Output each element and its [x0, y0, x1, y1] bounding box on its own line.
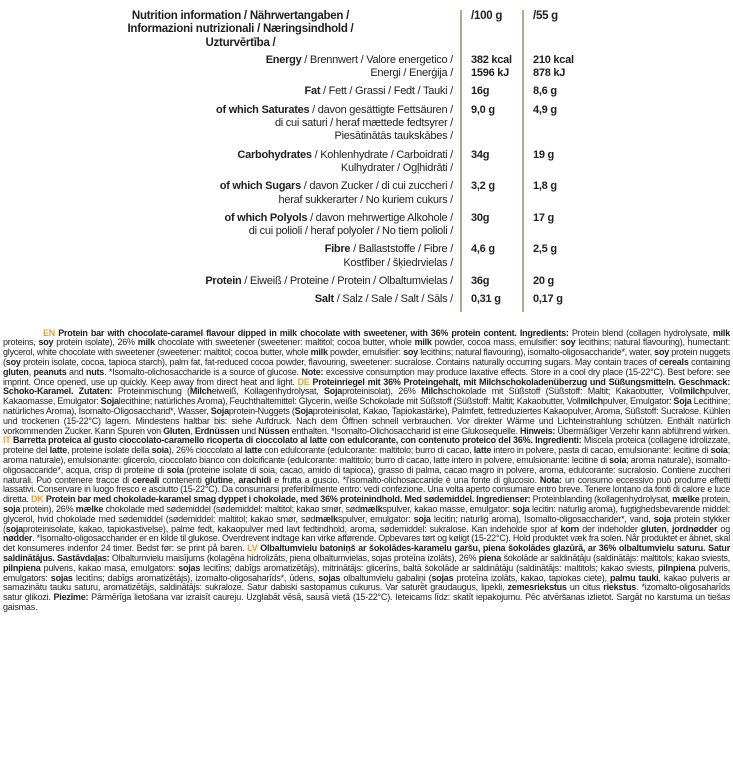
- table-header-row: [2, 10, 608, 54]
- value-per-100g: [460, 104, 522, 149]
- bold-text: of which Polyols: [224, 211, 308, 224]
- nutrient-row: [2, 180, 608, 212]
- text-run: enthalten. *Isomalto-Olichosaccharid ist eine Glukosequelle.: [289, 425, 520, 436]
- text-run: . *izomalto-oligosaharīds satur glikozi.: [3, 582, 731, 603]
- text-run: 20 g: [533, 275, 555, 288]
- text-run: / Salz / Sale / Salt / Sāls /: [333, 293, 453, 306]
- text-run: ,: [190, 425, 195, 436]
- text-run: lecithins; natural flavouring), isomalto-oligosaccharide*, water,: [417, 347, 655, 358]
- bold-text: Protein: [205, 275, 242, 288]
- text-run: Nutrition information / Nährwertangaben /: [131, 10, 350, 22]
- bold-text: mælk: [359, 503, 383, 514]
- text-run: Kulhydrater / Ogļhidrāti /: [340, 161, 453, 174]
- nutrient-row: [2, 104, 608, 149]
- nutrient-label: [2, 212, 460, 244]
- text-run: eiweiß, Kollagenhydrolysat,: [211, 386, 324, 397]
- text-run: / Ballaststoffe / Fibre /: [350, 243, 453, 256]
- text-run: pulver, Emulgator:: [602, 396, 674, 407]
- bold-text: pilnpiena: [3, 562, 41, 573]
- text-run: Miscela proteica (collagene idrolizzate, proteine del: [3, 435, 730, 456]
- text-run: Informazioni nutrizionali / Næringsindhold /: [127, 23, 354, 36]
- text-run: 9,0 g: [471, 103, 495, 116]
- bold-text: Soja: [100, 396, 119, 407]
- text-run: 8,6 g: [533, 85, 557, 98]
- ingredients-text: [3, 329, 730, 613]
- bold-text: soia: [151, 445, 169, 456]
- bold-text: Soja: [323, 386, 343, 397]
- bold-text: mælke: [75, 503, 104, 514]
- value-per-100g: [460, 243, 522, 275]
- text-run: schokolade mit Süßstoff (Süßstoff: Maltit; Kakaobutter, Voll: [443, 386, 683, 397]
- value-per-100g: [460, 212, 522, 244]
- text-run: spulver, emulgator:: [337, 513, 414, 524]
- bold-text: gluten: [640, 523, 667, 534]
- nutrient-row: [2, 149, 608, 181]
- text-run: 4,6 g: [471, 243, 495, 256]
- text-run: 30g: [471, 211, 490, 224]
- value-per-100g: [460, 293, 522, 311]
- bold-text: Milch: [189, 386, 212, 397]
- language-tag: LV: [247, 543, 261, 554]
- text-run: / Brennwert / Valore energetico /: [301, 53, 453, 66]
- bold-text: of which Saturates: [216, 103, 310, 116]
- bold-text: milk: [137, 337, 155, 348]
- text-run: spulver, kakao masse, emulgator:: [382, 503, 513, 514]
- bold-text: zemesriekstus: [507, 582, 567, 593]
- bold-text: korn: [560, 523, 580, 534]
- text-run: ; aroma naturale), isomalto-oligosaccaride*, acqua, crisp di proteine di: [3, 455, 730, 475]
- text-run: 34g: [471, 148, 490, 161]
- text-run: protein isolate, cocoa, tapioca starch), palm fat, fat-reduced cocoa powder, flavouring, sweetener: sucralose. Contains naturally occurring sugars. May contain traces of: [20, 357, 660, 368]
- bold-text: Soja: [673, 396, 692, 407]
- text-run: proteīna izolāts, kakao, tapiokas ciete),: [453, 572, 610, 583]
- text-run: og: [717, 523, 730, 534]
- bold-text: riekstus: [603, 582, 637, 593]
- bold-text: mælke: [672, 494, 700, 505]
- nutrient-label: [2, 293, 460, 311]
- bold-text: Proteinriegel mit 36% Proteingehalt, mit Milchschokoladenüberzug und Süßungsmitteln. Geschmack: Schoko-Karamel. Zutaten:: [3, 376, 730, 397]
- bold-text: latte: [49, 445, 68, 456]
- bold-text: soja: [512, 503, 530, 514]
- bold-text: soia: [609, 455, 627, 465]
- bold-text: soja: [3, 503, 21, 514]
- bold-text: arachidi: [238, 474, 272, 485]
- text-run: Uzturvērtība /: [205, 36, 276, 49]
- text-run: e frutta a guscio. *l'isomalto-olichosaccaride è una fonte di glucosio.: [271, 474, 540, 485]
- value-per-55g: [522, 85, 606, 103]
- text-run: un consumo eccessivo può produrre effetti lassativi. Conservare in luogo fresco e asciutto (15-22°C). Da consumarsi preferibilmente entro: vedi confezione. Una volta aperto consumare entro breve. Tenere lontano da fonti di calore e luce diretta.: [3, 474, 730, 505]
- text-run: protein), 26%: [20, 503, 76, 514]
- bold-text: cereals: [659, 357, 689, 368]
- text-run: Kostfiber / šķiedrvielas /: [343, 256, 453, 269]
- value-per-55g: [522, 54, 606, 86]
- text-run: protein,: [699, 494, 731, 505]
- bold-text: Barretta proteica al gusto cioccolato-caramello ricoperta di cioccolato al latte con edulcorante, con contenuto proteico del 36%. Ingredienti:: [12, 435, 582, 446]
- bold-text: nuts: [85, 366, 105, 377]
- text-run: Energi / Enerģija /: [370, 67, 453, 80]
- text-run: ), 26% cioccolato al: [168, 445, 245, 456]
- bold-text: gluten: [3, 366, 29, 377]
- bold-text: pilnpiena: [657, 562, 696, 573]
- text-run: Protein blend (collagen hydrolysate,: [568, 327, 713, 338]
- bold-text: Carbohydrates: [237, 148, 312, 161]
- bold-text: mælk: [315, 513, 338, 524]
- bold-text: Gluten: [163, 425, 191, 436]
- value-per-55g: [522, 293, 606, 311]
- value-per-55g: [522, 243, 606, 275]
- text-run: un citus: [566, 582, 604, 593]
- text-run: excessive consumption may produce laxative effects. Store in a cool dry place (15-22°C). Best before: see imprint. Once opened, use up quickly. Keep away from direct heat and light.: [3, 366, 730, 387]
- text-run: 0,31 g: [471, 293, 501, 306]
- bold-text: soy: [403, 347, 418, 358]
- text-run: lecitin; naturlig aroma), Isomalto-oligosaccharider*, vand,: [430, 513, 654, 524]
- bold-text: Olbaltumvielu batoniņš ar šokolādes-karamelu garšu, piena šokolādes glazūrā, ar 36% olbaltumvielu saturu. Satur saldinātājus. Sastāvdaļas:: [3, 543, 730, 563]
- value-per-100g: [460, 149, 522, 181]
- bold-text: soja: [413, 513, 431, 524]
- value-per-55g: [522, 149, 606, 181]
- text-run: / davon gesättigte Fettsäuren /: [309, 103, 453, 116]
- text-run: 878 kJ: [533, 67, 566, 80]
- bold-text: Protein bar med chokolade-karamel smag dyppet i chokolade, med 36% proteinindhold. Med sødemiddel. Ingredienser:: [45, 494, 531, 505]
- language-tag: DE: [297, 376, 313, 387]
- bold-text: Nota:: [539, 474, 562, 485]
- text-run: 36g: [471, 275, 490, 288]
- text-run: Proteinmischung (: [112, 386, 190, 397]
- nutrient-label: [2, 180, 460, 212]
- table-title: [2, 10, 460, 54]
- text-run: Übermäßiger Verzehr kann abführend wirken.: [555, 425, 730, 436]
- text-run: Proteinblanding (kollagenhydrolysat,: [530, 494, 673, 505]
- text-run: di cui polioli / heraf polyoler / No tiem polioli /: [248, 225, 453, 238]
- text-run: contenenti: [159, 474, 205, 485]
- bold-text: Energy: [265, 53, 302, 66]
- text-run: and: [66, 366, 86, 377]
- bold-text: Piezīme:: [53, 592, 89, 603]
- text-run: lecitin: naturlig aroma), fugtighedsbevarende middel: glycerol, hvid chokolade med sødemiddel (sødemiddel: maltitol; kakao smør, sød: [3, 503, 730, 524]
- nutrient-label: [2, 104, 460, 149]
- bold-text: nødder: [3, 533, 33, 544]
- text-run: powder, cocoa mass, emulsifier:: [431, 337, 561, 348]
- text-run: der indeholder: [579, 523, 641, 534]
- text-run: / Fett / Grassi / Fedt / Tauki /: [320, 85, 453, 98]
- text-run: di cui saturi / heraf mættede fedtsyrer /: [274, 117, 453, 130]
- bold-text: Note:: [301, 366, 324, 377]
- text-run: pulveris, emulgators:: [3, 562, 730, 583]
- bold-text: milch: [580, 396, 603, 407]
- nutrient-label: [2, 149, 460, 181]
- nutrient-row: [2, 212, 608, 244]
- text-run: protein isolate), 26%: [53, 337, 138, 348]
- text-run: ,: [232, 474, 239, 485]
- bold-text: sojas: [50, 572, 73, 583]
- bold-text: palmu tauki: [609, 572, 659, 583]
- text-run: protein-Nuggets (: [228, 406, 295, 417]
- bold-text: Nüssen: [258, 425, 290, 436]
- text-run: , proteine isolate della: [67, 445, 152, 456]
- bold-text: Protein bar with chocolate-caramel flavour dipped in milk chocolate with sweetener, with 36% protein content. Ingredients:: [58, 327, 569, 338]
- bold-text: sojas: [431, 572, 454, 583]
- bold-text: soja: [5, 523, 23, 534]
- value-per-55g: [522, 104, 606, 149]
- nutrition-table: [2, 10, 608, 312]
- bold-text: Soja: [294, 406, 313, 417]
- nutrient-label: [2, 275, 460, 293]
- text-run: ,: [666, 523, 672, 534]
- text-run: pulveris, kakao masa, emulgators:: [40, 562, 179, 573]
- text-run: lecitīns; dabīgs aromatizētājs), mitrinātājs: glicerīns, baltā šokolāde ar saldinātāju (saldinātājs: maltitols; kakao sviests,: [200, 562, 658, 573]
- bold-text: soy: [38, 337, 54, 348]
- text-run: / davon mehrwertige Alkohole /: [307, 211, 453, 224]
- text-run: chocolate with sweetener (sweetener: maltitol; cocoa butter, whole: [154, 337, 415, 348]
- text-run: lecitīns; dabīgs aromatizētājs), izomalto-oligosaharīds*, ūdens,: [72, 572, 319, 583]
- table-rows: [2, 54, 608, 312]
- bold-text: Soja: [210, 406, 229, 417]
- text-run: 4,9 g: [533, 103, 557, 116]
- bold-text: cereali: [132, 474, 160, 485]
- text-run: šokolāde ar saldinātāju (saldinātājs: maltitols; kakao sviests,: [501, 552, 730, 563]
- nutrient-row: [2, 293, 608, 311]
- bold-text: soja: [653, 513, 671, 524]
- text-run: 382 kcal: [471, 53, 512, 66]
- text-run: 0,17 g: [533, 293, 563, 306]
- bold-text: sojas: [318, 572, 341, 583]
- text-run: pulver, Kakaomasse, Emulgator:: [3, 386, 730, 407]
- bold-text: milch: [682, 386, 706, 397]
- column-header-per-55g: /55 g: [522, 10, 606, 54]
- text-run: / Kohlenhydrate / Carboidrati /: [311, 148, 453, 161]
- nutrient-row: [2, 275, 608, 293]
- text-run: proteins,: [3, 337, 39, 348]
- value-per-100g: [460, 85, 522, 103]
- bold-text: glutine: [204, 474, 233, 485]
- column-header-per-100g: /100 g: [460, 10, 522, 54]
- text-run: . *Isomalto-oligosaccharider er en kilde til glukose. Overdrevent indtage kan virke afførende. Opbevares tørt og køligt (15-22°C). Hold produktet væk fra solen. Når produktet er åbnet, skal det konsumeres indenfor 24 timer. Bedst før: se print på baren.: [3, 533, 730, 554]
- bold-text: soy: [654, 347, 670, 358]
- text-run: 1,8 g: [533, 180, 557, 193]
- value-per-55g: [522, 212, 606, 244]
- text-run: (proteine isolate di soia, cacao, amido di tapioca), grasso di palma, cacao magro in polvere, aroma, edulcorante: sucralosio. Contiene zuccheri naturali. Può contenere tracce di: [3, 464, 731, 485]
- text-run: intero in polvere, pasta di cacao, emulsionante: lecitine di: [491, 445, 711, 456]
- text-run: containing: [688, 357, 730, 368]
- bold-text: peanuts: [33, 366, 67, 377]
- bold-text: Fibre: [324, 243, 351, 256]
- text-run: chokolade med sødemiddel (sødemiddel: maltitol; kakao smør, sød: [103, 503, 360, 514]
- bold-text: piena: [478, 552, 502, 563]
- bold-text: milk: [414, 337, 432, 348]
- nutrient-label: [2, 85, 460, 103]
- text-run: 2,5 g: [533, 243, 557, 256]
- value-per-100g: [460, 180, 522, 212]
- bold-text: Milch: [421, 386, 443, 397]
- text-run: , kakao pulveris ar samazinātu tauku saturu, aromatizētājs, saldinātājs: sukraloze. Satur dabiski sastopamus cukurus. Var saturēt graudaugus, lipekli,: [3, 572, 731, 593]
- bold-text: milk: [712, 327, 730, 338]
- text-run: lecithine; natürliches Aroma), Feuchthaltemittel: Glycerin, weiße Schokolade mit Süßstoff (Süßstoff: Maltit; Kakaobutter, Voll: [118, 396, 581, 407]
- nutrient-row: [2, 54, 608, 86]
- text-run: ,: [28, 366, 34, 377]
- text-run: heraf sukkerarter / No kuriem cukurs /: [278, 193, 453, 206]
- bold-text: soia: [710, 445, 728, 456]
- bold-text: Salt: [314, 293, 334, 306]
- value-per-55g: [522, 180, 606, 212]
- text-run: Olbaltumvielu maisījums (kolagēna hidrolizāts, piena olbaltumvielas, sojas proteīna izolāts), 26%: [109, 552, 479, 563]
- nutrition-label-page: [0, 10, 733, 772]
- language-tag: EN: [43, 327, 59, 338]
- text-run: proteinisolat, Kakao, Tapiokastärke), Palmfett, fettreduziertes Kakaopulver, Aroma, Süßstoff: Sucralose. Kühlen und trockenen (15-22°C) lagern. Mindestens haltbar bis: siehe Aufdruck. Nach dem Öffnen schnell verbrauchen. Vor direkter Wärme und Lichteinstrahlung schützen. Enthält natürlich vorkommenden Zucker. Kann Spuren von: [3, 406, 730, 436]
- text-run: protein nuggets (: [3, 347, 730, 368]
- text-run: proteinisolate, kakao, tapiokastivelse), palme fedt, kakaopulver med lavt fedtindhold, aroma, sødemiddel: sukralose. Kan indeholde spor af: [22, 523, 561, 534]
- bold-text: sojas: [178, 562, 201, 573]
- language-tag: DK: [31, 494, 46, 505]
- bold-text: soy: [560, 337, 576, 348]
- text-run: 19 g: [533, 148, 555, 161]
- text-run: 210 kcal: [533, 53, 574, 66]
- text-run: . *Isomalto-olichosaccharide is a source of glucose.: [104, 366, 302, 377]
- bold-text: Hinweis:: [519, 425, 556, 436]
- bold-text: Erdnüssen: [194, 425, 240, 436]
- nutrient-row: [2, 243, 608, 275]
- text-run: 16g: [471, 85, 490, 98]
- bold-text: latte: [244, 445, 262, 456]
- language-tag: IT: [3, 435, 13, 446]
- text-run: und: [239, 425, 259, 436]
- text-run: Piesātinātās taukskābes /: [334, 130, 453, 143]
- text-run: 17 g: [533, 211, 555, 224]
- text-run: lecithins; natural flavouring), humectant: glycerol, white chocolate with sweetener (sweetener: maltitol; cocoa butter, whole: [3, 337, 730, 358]
- value-per-55g: [522, 275, 606, 293]
- nutrient-label: [2, 243, 460, 275]
- text-run: / Eiweiß / Proteine / Protein / Olbaltumvielas /: [241, 275, 453, 288]
- text-run: 3,2 g: [471, 180, 495, 193]
- text-run: ; aroma naturale), emulsionante: glicerolo, cioccolato bianco con dolcificante (edulcorante: maltitolo; burro di cacao, latte intero in polvere, emulsionante: lecitine di: [3, 445, 730, 465]
- bold-text: Fat: [304, 85, 321, 98]
- nutrient-label: [2, 54, 460, 86]
- nutrient-row: [2, 85, 608, 103]
- text-run: protein stykker (: [3, 513, 730, 534]
- bold-text: milk: [310, 347, 328, 358]
- text-run: / davon Zucker / di cui zuccheri /: [300, 180, 453, 193]
- text-run: Lecithine; natürliches Aroma), Isomalto-Oligosaccharid*, Wasser,: [3, 396, 730, 417]
- text-run: 1596 kJ: [471, 67, 510, 80]
- text-run: powder, emulsifier:: [327, 347, 404, 358]
- text-run: Pārmērīga lietošana var izraisīt caureju. Uzglabāt vēsā, sausā vietā (15-22°C). Ieteicams līdz: skatīt iepakojumu. Pēc atvēršanas izlietot. Sargāt no karstuma un tiešas gaismas.: [3, 592, 730, 612]
- text-run: proteinisolat), 26%: [342, 386, 422, 397]
- bold-text: of which Sugars: [219, 180, 301, 193]
- bold-text: soia: [166, 464, 184, 475]
- bold-text: jordnødder: [671, 523, 718, 534]
- text-run: con edulcorante (edulcorante: maltitolo; burro di cacao,: [262, 445, 474, 456]
- value-per-100g: [460, 54, 522, 86]
- text-run: olbaltumvielu gabaliņi (: [340, 572, 432, 583]
- value-per-100g: [460, 275, 522, 293]
- bold-text: soy: [5, 357, 21, 368]
- bold-text: latte: [473, 445, 492, 456]
